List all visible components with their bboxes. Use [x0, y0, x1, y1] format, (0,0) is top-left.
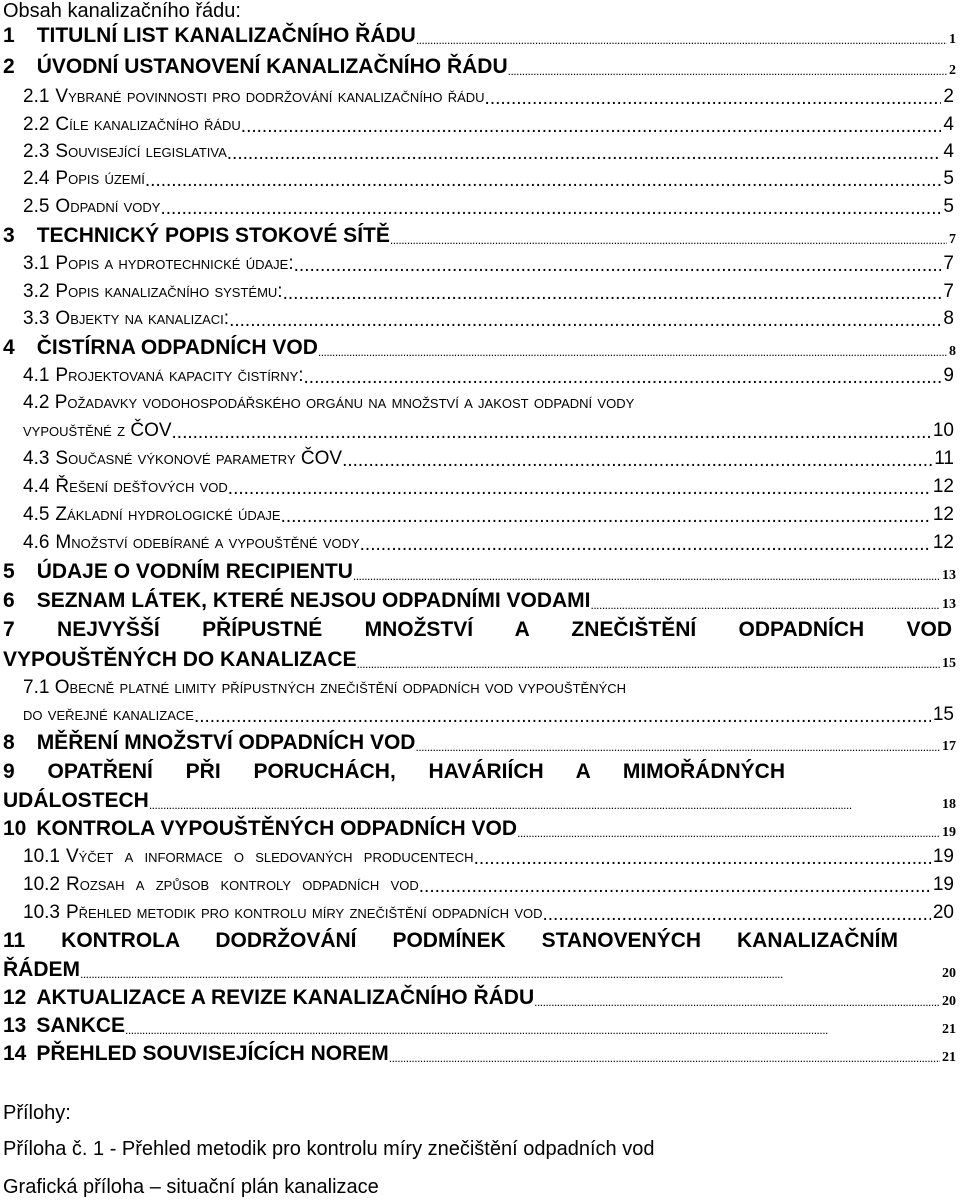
toc-entry-number: 2.1 — [23, 86, 50, 107]
toc-entry-number: 3.1 — [23, 253, 50, 274]
toc-entry-page: 5 — [943, 168, 954, 189]
toc-entry-title: Odpadní vody — [55, 196, 161, 217]
toc-entry-number: 13 — [3, 1014, 27, 1037]
dot-leader — [228, 479, 931, 498]
toc-entry-page: 7 — [943, 253, 954, 274]
dot-leader — [485, 89, 942, 108]
dot-leader — [194, 707, 931, 726]
toc-entry-title: Řešení dešťových vod — [55, 476, 228, 497]
toc-entry-title: KONTROLA VYPOUŠTĚNÝCH ODPADNÍCH VOD — [36, 817, 518, 840]
toc-entry-page: 19 — [942, 825, 956, 840]
toc-entry-7-1-line1[interactable] — [23, 677, 905, 699]
appendix-heading: Přílohy: — [3, 1102, 71, 1124]
toc-entry-title: Výčet a informace o sledovaných producentech — [65, 846, 474, 867]
toc-entry-9-line2[interactable] — [3, 789, 956, 813]
toc-entry-title: Související legislativa — [55, 141, 227, 162]
toc-entry-page: 20 — [932, 902, 954, 923]
toc-entry-page: 17 — [942, 739, 956, 754]
toc-entry-12[interactable] — [3, 986, 956, 1010]
toc-entry-title: Rozsah a způsob kontroly odpadních vod — [65, 874, 419, 895]
toc-entry-page: 1 — [949, 32, 956, 47]
toc-entry-title: Základní hydrologické údaje — [55, 504, 281, 525]
toc-heading: Obsah kanalizačního řádu: — [3, 0, 241, 22]
toc-entry-number: 2.3 — [23, 141, 50, 162]
dot-leader — [342, 451, 932, 470]
toc-entry-number: 11 — [3, 929, 26, 952]
dot-leader — [160, 199, 941, 218]
toc-entry-page: 2 — [943, 86, 954, 107]
dot-leader — [508, 58, 947, 79]
dot-leader — [517, 820, 940, 841]
toc-entry-number: 4.6 — [23, 532, 50, 553]
toc-entry-number: 8 — [3, 731, 15, 754]
toc-entry-number: 4 — [3, 336, 15, 359]
toc-entry-6[interactable] — [3, 589, 956, 613]
toc-entry-number: 3.2 — [23, 281, 50, 302]
toc-entry-4-1[interactable] — [23, 365, 954, 387]
toc-entry-page: 15 — [942, 656, 956, 671]
dot-leader — [474, 849, 931, 868]
toc-entry-7-line1[interactable] — [3, 618, 952, 642]
toc-entry-title: Cíle kanalizačního řádu — [55, 114, 241, 135]
toc-entry-page: 8 — [943, 308, 954, 329]
dot-leader — [145, 171, 942, 190]
toc-entry-page: 13 — [942, 568, 956, 583]
toc-entry-title-continued: VYPOUŠTĚNÝCH DO KANALIZACE — [3, 648, 357, 671]
toc-entry-page: 12 — [932, 532, 954, 553]
dot-leader — [283, 284, 942, 303]
toc-entry-number: 10.1 — [23, 846, 60, 867]
dot-leader — [227, 144, 942, 163]
toc-entry-2[interactable] — [3, 55, 956, 79]
dot-leader — [360, 535, 931, 554]
toc-entry-page: 8 — [949, 344, 956, 359]
toc-entry-number: 14 — [3, 1042, 27, 1065]
toc-entry-11-line2[interactable] — [3, 958, 956, 982]
toc-entry-11-line1[interactable] — [3, 929, 898, 953]
toc-entry-title: SANKCE — [36, 1014, 126, 1037]
toc-entry-page: 21 — [942, 1050, 956, 1065]
dot-leader — [241, 117, 942, 136]
toc-entry-title: Současné výkonové parametry ČOV — [55, 448, 343, 469]
toc-entry-number: 4.5 — [23, 504, 50, 525]
toc-entry-number: 2.5 — [23, 196, 50, 217]
toc-entry-number: 12 — [3, 986, 27, 1009]
toc-entry-4[interactable] — [3, 336, 956, 360]
toc-entry-title: Objekty na kanalizaci: — [55, 308, 230, 329]
toc-entry-title: NEJVYŠŠÍ PŘÍPUSTNÉ MNOŽSTVÍ A ZNEČIŠTĚNÍ ODPADNÍCH VOD — [57, 618, 952, 641]
toc-entry-4-2-line1[interactable] — [23, 392, 905, 414]
dot-leader — [543, 905, 931, 924]
toc-entry-3-2[interactable] — [23, 281, 954, 303]
toc-entry-title-continued: UDÁLOSTECH — [3, 789, 149, 812]
dot-leader — [390, 227, 947, 248]
toc-entry-2-2[interactable] — [23, 114, 954, 136]
toc-entry-page: 19 — [932, 874, 954, 895]
dot-leader — [591, 592, 941, 613]
toc-entry-title: KONTROLA DODRŽOVÁNÍ PODMÍNEK STANOVENÝCH KANALIZAČNÍM — [61, 929, 898, 952]
toc-entry-title: MĚŘENÍ MNOŽSTVÍ ODPADNÍCH VOD — [36, 731, 416, 754]
toc-entry-title: Projektovaná kapacity čistírny: — [55, 365, 304, 386]
toc-entry-page: 11 — [934, 448, 954, 469]
toc-entry-10-1[interactable] — [23, 846, 954, 868]
toc-entry-4-4[interactable] — [23, 476, 954, 498]
dot-leader — [415, 734, 940, 755]
toc-entry-7-line2[interactable] — [3, 648, 956, 672]
toc-entry-title: Vybrané povinnosti pro dodržování kanalizačního řádu — [55, 86, 485, 107]
toc-entry-title: Obecně platné limity přípustných znečištění odpadních vod vypouštěných — [54, 677, 627, 698]
toc-entry-page: 18 — [942, 797, 956, 812]
toc-entry-number: 3 — [3, 224, 15, 247]
dot-leader — [172, 423, 931, 442]
toc-entry-14[interactable] — [3, 1042, 956, 1066]
toc-entry-10-2[interactable] — [23, 874, 954, 896]
dot-leader — [281, 507, 931, 526]
toc-entry-5[interactable] — [3, 560, 956, 584]
toc-entry-10-3[interactable] — [23, 902, 954, 924]
toc-entry-number: 7.1 — [23, 677, 50, 698]
toc-entry-3-1[interactable] — [23, 253, 954, 275]
toc-entry-page: 7 — [943, 281, 954, 302]
toc-entry-title-continued: vypouštěné z ČOV — [23, 420, 172, 441]
toc-entry-2-4[interactable] — [23, 168, 954, 190]
toc-entry-title: OPATŘENÍ PŘI PORUCHÁCH, HAVÁRIÍCH A MIMOŘÁDNÝCH — [47, 760, 785, 783]
toc-entry-page: 4 — [943, 114, 954, 135]
toc-entry-3[interactable] — [3, 224, 956, 248]
toc-entry-1[interactable] — [3, 24, 956, 48]
dot-leader — [419, 877, 931, 896]
dot-leader — [534, 989, 940, 1010]
toc-entry-number: 6 — [3, 589, 15, 612]
toc-entry-3-3[interactable] — [23, 308, 954, 330]
toc-entry-13[interactable] — [3, 1014, 956, 1038]
dot-leader — [149, 792, 940, 813]
toc-entry-10[interactable] — [3, 817, 956, 841]
toc-entry-page: 13 — [942, 597, 956, 612]
toc-entry-title: ÚDAJE O VODNÍM RECIPIENTU — [36, 560, 353, 583]
toc-entry-2-3[interactable] — [23, 141, 954, 163]
toc-entry-number: 4.1 — [23, 365, 50, 386]
toc-entry-number: 3.3 — [23, 308, 50, 329]
toc-entry-title: TECHNICKÝ POPIS STOKOVÉ SÍTĚ — [36, 224, 390, 247]
toc-entry-4-5[interactable] — [23, 504, 954, 526]
toc-entry-2-1[interactable] — [23, 86, 954, 108]
toc-entry-page: 15 — [932, 704, 954, 725]
toc-entry-number: 9 — [3, 760, 15, 783]
dot-leader — [294, 256, 942, 275]
toc-entry-number: 2 — [3, 55, 15, 78]
toc-entry-9-line1[interactable] — [3, 760, 785, 784]
toc-entry-title: Množství odebírané a vypouštěné vody — [55, 532, 360, 553]
toc-entry-number: 7 — [3, 618, 15, 641]
toc-entry-title: PŘEHLED SOUVISEJÍCÍCH NOREM — [36, 1042, 389, 1065]
toc-entry-page: 7 — [949, 232, 956, 247]
toc-entry-page: 20 — [942, 966, 956, 981]
toc-entry-4-6[interactable] — [23, 532, 954, 554]
toc-entry-title: AKTUALIZACE A REVIZE KANALIZAČNÍHO ŘÁDU — [36, 986, 535, 1009]
toc-entry-title: Popis a hydrotechnické údaje: — [55, 253, 294, 274]
toc-entry-page: 2 — [949, 63, 956, 78]
toc-entry-8[interactable] — [3, 731, 956, 755]
toc-entry-4-2-line2[interactable] — [23, 420, 954, 442]
toc-entry-title: ÚVODNÍ USTANOVENÍ KANALIZAČNÍHO ŘÁDU — [36, 55, 508, 78]
appendix-item: Grafická příloha – situační plán kanalizace — [3, 1176, 379, 1198]
toc-entry-number: 10.2 — [23, 874, 60, 895]
toc-entry-page: 19 — [932, 846, 954, 867]
toc-entry-page: 10 — [932, 420, 954, 441]
toc-entry-page: 21 — [942, 1022, 956, 1037]
dot-leader — [304, 368, 942, 387]
toc-entry-number: 2.4 — [23, 168, 50, 189]
dot-leader — [389, 1045, 940, 1066]
toc-entry-number: 5 — [3, 560, 15, 583]
toc-entry-title: Popis kanalizačního systému: — [55, 281, 283, 302]
toc-entry-title: Přehled metodik pro kontrolu míry znečištění odpadních vod — [65, 902, 543, 923]
toc-entry-page: 5 — [943, 196, 954, 217]
dot-leader — [80, 961, 940, 982]
appendix-item: Příloha č. 1 - Přehled metodik pro kontrolu míry znečištění odpadních vod — [3, 1138, 655, 1160]
toc-entry-title: TITULNÍ LIST KANALIZAČNÍHO ŘÁDU — [36, 24, 416, 47]
toc-entry-title-continued: do veřejné kanalizace — [23, 704, 194, 725]
dot-leader — [416, 27, 947, 48]
toc-entry-number: 4.3 — [23, 448, 50, 469]
toc-entry-4-3[interactable] — [23, 448, 954, 470]
dot-leader — [353, 563, 940, 584]
toc-entry-number: 1 — [3, 24, 15, 47]
toc-entry-title: ČISTÍRNA ODPADNÍCH VOD — [36, 336, 318, 359]
toc-entry-title: Popis území — [55, 168, 145, 189]
toc-entry-title: Požadavky vodohospodářského orgánu na množství a jakost odpadní vody — [54, 392, 635, 413]
toc-entry-page: 12 — [932, 476, 954, 497]
toc-entry-number: 2.2 — [23, 114, 50, 135]
toc-entry-title: SEZNAM LÁTEK, KTERÉ NEJSOU ODPADNÍMI VODAMI — [36, 589, 591, 612]
toc-entry-number: 10.3 — [23, 902, 60, 923]
toc-entry-number: 4.2 — [23, 392, 50, 413]
toc-entry-number: 10 — [3, 817, 27, 840]
toc-entry-number: 4.4 — [23, 476, 50, 497]
toc-entry-page: 20 — [942, 994, 956, 1009]
toc-entry-page: 4 — [943, 141, 954, 162]
toc-entry-2-5[interactable] — [23, 196, 954, 218]
toc-entry-title-continued: ŘÁDEM — [3, 958, 80, 981]
toc-entry-page: 9 — [943, 365, 954, 386]
dot-leader — [318, 339, 947, 360]
toc-entry-7-1-line2[interactable] — [23, 704, 954, 726]
dot-leader — [229, 311, 941, 330]
dot-leader — [357, 651, 940, 672]
dot-leader — [125, 1017, 940, 1038]
toc-entry-page: 12 — [932, 504, 954, 525]
